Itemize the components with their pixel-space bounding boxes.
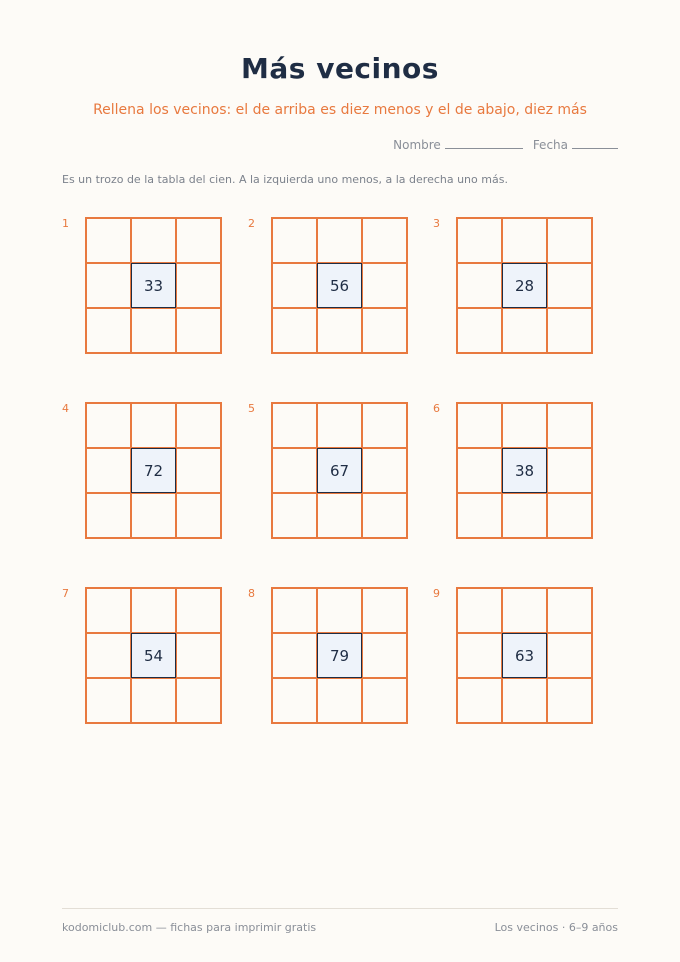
- blank-neighbor-cell[interactable]: [176, 403, 221, 448]
- puzzle-5: [248, 402, 408, 547]
- center-number-cell: 79: [317, 633, 362, 678]
- neighbor-grid: [456, 217, 593, 354]
- blank-neighbor-cell[interactable]: [547, 493, 592, 538]
- blank-neighbor-cell[interactable]: [131, 678, 176, 723]
- blank-neighbor-cell[interactable]: [457, 308, 502, 353]
- puzzle-3: [433, 217, 593, 362]
- blank-neighbor-cell[interactable]: [547, 678, 592, 723]
- blank-neighbor-cell[interactable]: [317, 678, 362, 723]
- blank-neighbor-cell[interactable]: [547, 588, 592, 633]
- center-number-cell: 63: [502, 633, 547, 678]
- blank-neighbor-cell[interactable]: [457, 678, 502, 723]
- blank-neighbor-cell[interactable]: [502, 218, 547, 263]
- center-number-cell: 67: [317, 448, 362, 493]
- page-subtitle: Rellena los vecinos: el de arriba es diez menos y el de abajo, diez más: [93, 102, 587, 118]
- instructions: Es un trozo de la tabla del cien. A la izquierda uno menos, a la derecha uno más.: [62, 173, 508, 186]
- blank-neighbor-cell[interactable]: [176, 493, 221, 538]
- blank-neighbor-cell[interactable]: [176, 218, 221, 263]
- puzzle-number: 2: [248, 217, 255, 230]
- blank-neighbor-cell[interactable]: [86, 633, 131, 678]
- date-line: [572, 138, 618, 149]
- puzzle-7: [62, 587, 222, 732]
- blank-neighbor-cell[interactable]: [272, 493, 317, 538]
- neighbor-grid: [85, 217, 222, 354]
- blank-neighbor-cell[interactable]: [362, 218, 407, 263]
- puzzle-number: 8: [248, 587, 255, 600]
- blank-neighbor-cell[interactable]: [131, 403, 176, 448]
- page-title: Más vecinos: [241, 52, 439, 85]
- blank-neighbor-cell[interactable]: [176, 678, 221, 723]
- blank-neighbor-cell[interactable]: [272, 633, 317, 678]
- name-label: Nombre: [393, 138, 441, 152]
- blank-neighbor-cell[interactable]: [176, 263, 221, 308]
- blank-neighbor-cell[interactable]: [272, 218, 317, 263]
- date-field[interactable]: [533, 138, 618, 152]
- blank-neighbor-cell[interactable]: [131, 218, 176, 263]
- blank-neighbor-cell[interactable]: [272, 263, 317, 308]
- blank-neighbor-cell[interactable]: [547, 308, 592, 353]
- center-number-cell: 38: [502, 448, 547, 493]
- puzzle-8: [248, 587, 408, 732]
- blank-neighbor-cell[interactable]: [457, 448, 502, 493]
- blank-neighbor-cell[interactable]: [362, 493, 407, 538]
- blank-neighbor-cell[interactable]: [86, 403, 131, 448]
- blank-neighbor-cell[interactable]: [547, 633, 592, 678]
- puzzle-number: 3: [433, 217, 440, 230]
- puzzle-number: 4: [62, 402, 69, 415]
- blank-neighbor-cell[interactable]: [547, 448, 592, 493]
- footer-site: kodomiclub.com — fichas para imprimir gratis: [62, 921, 317, 934]
- puzzle-4: [62, 402, 222, 547]
- footer-divider: [62, 908, 618, 909]
- blank-neighbor-cell[interactable]: [317, 588, 362, 633]
- blank-neighbor-cell[interactable]: [317, 493, 362, 538]
- neighbor-grid: [271, 402, 408, 539]
- puzzle-6: [433, 402, 593, 547]
- blank-neighbor-cell[interactable]: [272, 588, 317, 633]
- blank-neighbor-cell[interactable]: [176, 633, 221, 678]
- name-line: [445, 138, 523, 149]
- blank-neighbor-cell[interactable]: [86, 308, 131, 353]
- blank-neighbor-cell[interactable]: [317, 218, 362, 263]
- neighbor-grid: [456, 402, 593, 539]
- neighbor-grid: [456, 587, 593, 724]
- blank-neighbor-cell[interactable]: [362, 403, 407, 448]
- blank-neighbor-cell[interactable]: [502, 588, 547, 633]
- puzzle-number: 1: [62, 217, 69, 230]
- center-number-cell: 72: [131, 448, 176, 493]
- center-number-cell: 33: [131, 263, 176, 308]
- blank-neighbor-cell[interactable]: [86, 493, 131, 538]
- blank-neighbor-cell[interactable]: [457, 588, 502, 633]
- blank-neighbor-cell[interactable]: [502, 678, 547, 723]
- blank-neighbor-cell[interactable]: [272, 678, 317, 723]
- blank-neighbor-cell[interactable]: [502, 493, 547, 538]
- blank-neighbor-cell[interactable]: [457, 263, 502, 308]
- blank-neighbor-cell[interactable]: [86, 218, 131, 263]
- puzzle-1: [62, 217, 222, 362]
- center-number-cell: 56: [317, 263, 362, 308]
- blank-neighbor-cell[interactable]: [272, 308, 317, 353]
- center-number-cell: 28: [502, 263, 547, 308]
- blank-neighbor-cell[interactable]: [317, 403, 362, 448]
- name-field[interactable]: [393, 138, 523, 152]
- neighbor-grid: [271, 587, 408, 724]
- blank-neighbor-cell[interactable]: [86, 678, 131, 723]
- name-date-fields: [393, 138, 618, 152]
- blank-neighbor-cell[interactable]: [176, 448, 221, 493]
- blank-neighbor-cell[interactable]: [547, 403, 592, 448]
- puzzle-9: [433, 587, 593, 732]
- blank-neighbor-cell[interactable]: [547, 263, 592, 308]
- blank-neighbor-cell[interactable]: [131, 308, 176, 353]
- blank-neighbor-cell[interactable]: [86, 588, 131, 633]
- neighbor-grid: [85, 587, 222, 724]
- puzzle-number: 9: [433, 587, 440, 600]
- neighbor-grid: [271, 217, 408, 354]
- blank-neighbor-cell[interactable]: [362, 263, 407, 308]
- blank-neighbor-cell[interactable]: [502, 308, 547, 353]
- blank-neighbor-cell[interactable]: [272, 403, 317, 448]
- blank-neighbor-cell[interactable]: [362, 678, 407, 723]
- puzzle-number: 6: [433, 402, 440, 415]
- blank-neighbor-cell[interactable]: [86, 263, 131, 308]
- blank-neighbor-cell[interactable]: [457, 493, 502, 538]
- blank-neighbor-cell[interactable]: [86, 448, 131, 493]
- blank-neighbor-cell[interactable]: [131, 588, 176, 633]
- blank-neighbor-cell[interactable]: [362, 308, 407, 353]
- blank-neighbor-cell[interactable]: [362, 633, 407, 678]
- footer-topic: Los vecinos · 6–9 años: [494, 921, 618, 934]
- blank-neighbor-cell[interactable]: [131, 493, 176, 538]
- puzzle-2: [248, 217, 408, 362]
- puzzle-number: 7: [62, 587, 69, 600]
- blank-neighbor-cell[interactable]: [362, 448, 407, 493]
- blank-neighbor-cell[interactable]: [547, 218, 592, 263]
- blank-neighbor-cell[interactable]: [502, 403, 547, 448]
- blank-neighbor-cell[interactable]: [176, 588, 221, 633]
- blank-neighbor-cell[interactable]: [457, 403, 502, 448]
- puzzle-number: 5: [248, 402, 255, 415]
- blank-neighbor-cell[interactable]: [457, 633, 502, 678]
- blank-neighbor-cell[interactable]: [457, 218, 502, 263]
- blank-neighbor-cell[interactable]: [317, 308, 362, 353]
- center-number-cell: 54: [131, 633, 176, 678]
- blank-neighbor-cell[interactable]: [176, 308, 221, 353]
- blank-neighbor-cell[interactable]: [272, 448, 317, 493]
- neighbor-grid: [85, 402, 222, 539]
- date-label: Fecha: [532, 138, 568, 152]
- blank-neighbor-cell[interactable]: [362, 588, 407, 633]
